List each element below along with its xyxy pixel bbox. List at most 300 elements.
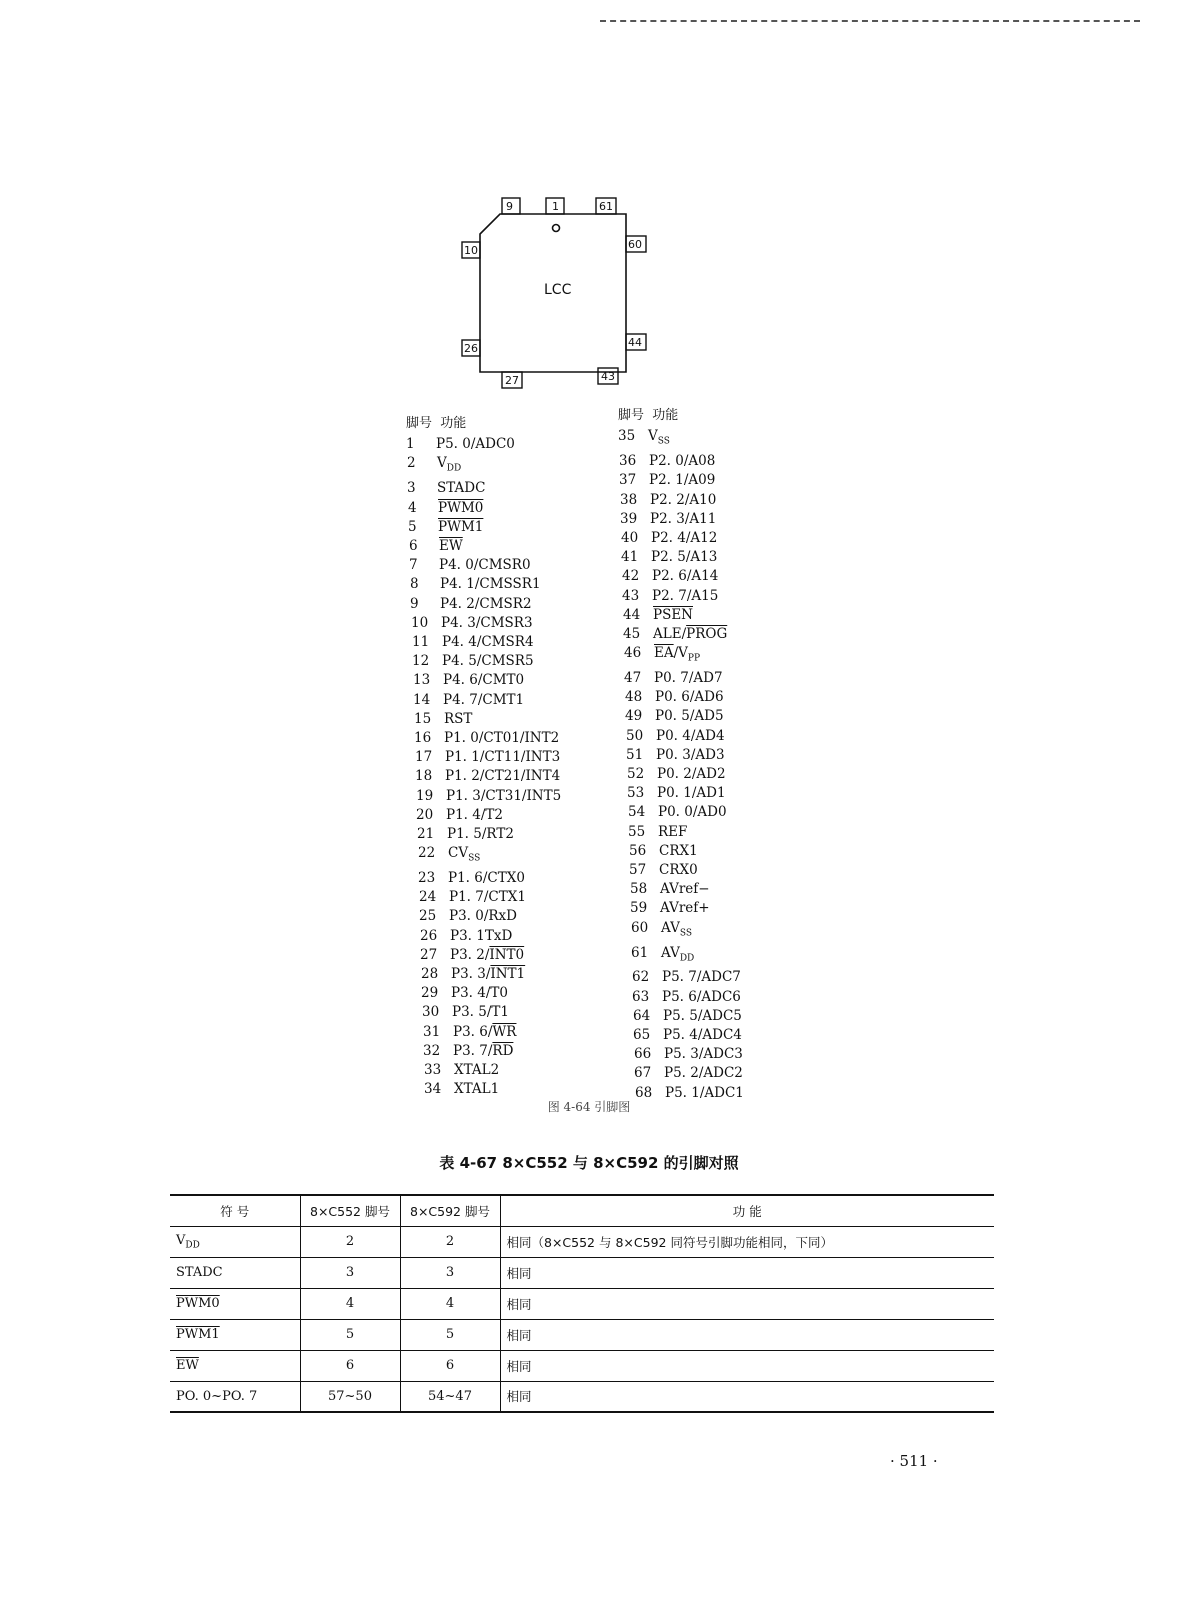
pin-function-text: P4. 3/CMSR3 — [441, 614, 533, 631]
pin-row — [618, 823, 744, 842]
cell-c552: 6 — [300, 1350, 400, 1381]
pin-function-text: P2. 4/A12 — [651, 529, 718, 546]
pin-function — [448, 869, 525, 888]
table-row — [170, 1257, 994, 1288]
pin-row — [406, 1023, 561, 1042]
pin-number: 61 — [631, 944, 649, 961]
pin-function — [653, 625, 727, 644]
pin-function-text: P0. 1/AD1 — [657, 785, 726, 802]
pin-function-text: RST — [444, 710, 473, 727]
pin-number: 33 — [424, 1062, 442, 1079]
pin-number: 12 — [412, 653, 430, 670]
pin-function-tail: /V — [673, 645, 688, 662]
pin-function — [450, 927, 512, 946]
pin-number: 9 — [410, 595, 419, 612]
pin-function-text: PWM1 — [438, 518, 484, 535]
cell-function: 相同 — [500, 1288, 994, 1319]
pin-function — [442, 633, 534, 652]
pin-row — [618, 919, 744, 944]
pin-row — [618, 746, 744, 765]
pin-row — [406, 927, 561, 946]
pin-row — [406, 671, 561, 690]
pin-top-9 — [502, 198, 520, 214]
pin-function — [660, 880, 710, 899]
svg-text:10: 10 — [464, 244, 478, 257]
pin-function-text: P3. 0/RxD — [449, 908, 517, 925]
svg-text:9: 9 — [506, 200, 513, 213]
pin-function — [651, 548, 717, 567]
svg-text:61: 61 — [599, 200, 613, 213]
pin-number: 2 — [407, 455, 416, 472]
pin-row — [406, 595, 561, 614]
cell-c552: 57~50 — [300, 1381, 400, 1412]
header-function: 功 能 — [500, 1195, 994, 1226]
pin-function — [657, 765, 726, 784]
pin-row — [406, 984, 561, 1003]
cell-symbol — [170, 1257, 300, 1288]
pin-function-text: P0. 2/AD2 — [657, 766, 726, 783]
table-title: 表 4-67 8×C552 与 8×C592 的引脚对照 — [439, 1154, 739, 1172]
symbol-text: PWM1 — [176, 1327, 220, 1342]
svg-text:43: 43 — [601, 370, 615, 383]
pin-number: 65 — [633, 1027, 651, 1044]
cell-function: 相同 — [500, 1350, 994, 1381]
pin-function-text: P4. 2/CMSR2 — [440, 595, 532, 612]
pin-function-text: P1. 4/T2 — [446, 806, 503, 823]
pin-function — [438, 499, 483, 518]
pin-function-text: P1. 7/CTX1 — [449, 889, 526, 906]
pin-number: 15 — [414, 710, 432, 727]
pin-function-text: V — [437, 455, 447, 472]
pin-row — [618, 727, 744, 746]
pin-function — [443, 671, 524, 690]
pin1-marker — [553, 225, 560, 232]
pin-row — [406, 787, 561, 806]
pin-number: 43 — [622, 587, 640, 604]
pin-function-text: P4. 1/CMSSR1 — [440, 576, 541, 593]
pin-number: 24 — [419, 889, 437, 906]
pin-function-text: P1. 1/CT11/INT3 — [445, 749, 561, 766]
pin-number: 23 — [418, 870, 436, 887]
pin-row — [406, 652, 561, 671]
pin-function — [443, 691, 524, 710]
pin-function — [449, 907, 517, 926]
cell-c592: 2 — [400, 1226, 500, 1257]
pin-number: 40 — [621, 529, 639, 546]
cell-symbol — [170, 1226, 300, 1257]
pin-function-text: XTAL2 — [454, 1062, 500, 1079]
pin-number: 50 — [626, 727, 644, 744]
pin-row — [406, 556, 561, 575]
pin-function — [663, 1026, 742, 1045]
cell-c552: 3 — [300, 1257, 400, 1288]
pin-function — [445, 748, 560, 767]
pin-function-text: P5. 4/ADC4 — [663, 1027, 742, 1044]
pin-row — [618, 644, 744, 669]
pin-number: 21 — [417, 825, 435, 842]
pin-function-text: P5. 6/ADC6 — [662, 988, 741, 1005]
pin-function-text: P2. 5/A13 — [651, 549, 718, 566]
pin-function-text: AV — [661, 944, 680, 961]
pin-function — [437, 454, 461, 479]
cell-c552: 2 — [300, 1226, 400, 1257]
pin-bottom-43 — [598, 368, 618, 384]
pin-function-text: P0. 7/AD7 — [654, 670, 723, 687]
pin-number: 4 — [408, 499, 417, 516]
pin-number: 20 — [416, 806, 434, 823]
cell-symbol — [170, 1319, 300, 1350]
pin-row — [406, 888, 561, 907]
pin-function-overline: $\overline{RD}$ — [492, 1042, 514, 1059]
pin-number: 26 — [420, 927, 438, 944]
pin-row — [618, 510, 744, 529]
cell-function: 相同 — [500, 1381, 994, 1412]
pin-function — [452, 1003, 509, 1022]
pin-number: 18 — [415, 768, 433, 785]
pin-row — [406, 946, 561, 965]
pin-function-text: AV — [661, 919, 680, 936]
pin-number: 17 — [415, 749, 433, 766]
pin-function — [655, 688, 724, 707]
pin-row — [618, 988, 744, 1007]
pin-function-text: P5. 1/ADC1 — [665, 1084, 744, 1101]
pin-function — [442, 652, 534, 671]
pin-number: 59 — [630, 900, 648, 917]
pin-function-text: STADC — [437, 480, 486, 497]
pinout-right-column — [618, 406, 744, 1103]
pin-left-10 — [462, 242, 480, 258]
pin-function — [656, 727, 725, 746]
pin-function — [436, 435, 515, 454]
pin-function — [655, 707, 724, 726]
pin-function — [663, 1007, 742, 1026]
lcc-chip-diagram — [460, 196, 690, 402]
pin-function-text: P4. 4/CMSR4 — [442, 633, 534, 650]
pin-row — [406, 633, 561, 652]
pin-function — [664, 1045, 743, 1064]
pin-number: 67 — [634, 1065, 652, 1082]
svg-text:60: 60 — [628, 238, 642, 251]
pin-row — [618, 861, 744, 880]
cell-c592: 5 — [400, 1319, 500, 1350]
pin-function-text: P2. 3/A11 — [650, 510, 717, 527]
pin-function — [661, 944, 694, 969]
pin-function-subscript: PP — [687, 653, 701, 664]
pin-function — [445, 767, 560, 786]
symbol-text: PWM0 — [176, 1296, 220, 1311]
svg-text:26: 26 — [464, 342, 478, 355]
pin-row — [406, 806, 561, 825]
pin-row — [406, 454, 561, 479]
pin-function — [651, 529, 717, 548]
pin-top-1 — [546, 198, 564, 214]
pinout-left-header: 脚号 功能 — [406, 416, 467, 431]
pin-row — [618, 587, 744, 606]
pin-function — [444, 729, 559, 748]
pin-function — [438, 518, 483, 537]
pin-function-text: P4. 7/CMT1 — [443, 691, 525, 708]
pin-function-text: P2. 0/A08 — [649, 453, 716, 470]
pin-function-text: P5. 3/ADC3 — [664, 1046, 743, 1063]
pin-row — [406, 435, 561, 454]
header-rule — [600, 20, 1140, 22]
pin-function — [453, 1042, 513, 1061]
header-symbol: 符 号 — [170, 1195, 300, 1226]
pin-row — [406, 479, 561, 498]
pin-function — [662, 968, 741, 987]
table-row — [170, 1381, 994, 1412]
pin-row — [406, 767, 561, 786]
pin-row — [406, 825, 561, 844]
pin-function-overline: PROG — [686, 625, 728, 642]
pin-row — [406, 518, 561, 537]
pin-row — [618, 548, 744, 567]
pin-function-text: P3. 2/ — [450, 946, 490, 963]
pin-function-text: P1. 5/RT2 — [447, 825, 514, 842]
pin-number: 60 — [631, 919, 649, 936]
pin-number: 68 — [635, 1084, 653, 1101]
pin-function — [448, 844, 480, 869]
pin-function — [440, 575, 541, 594]
pin-number: 41 — [621, 549, 639, 566]
pin-comparison-table — [170, 1194, 994, 1413]
cell-c552: 5 — [300, 1319, 400, 1350]
pin-function — [658, 823, 687, 842]
pin-row — [406, 729, 561, 748]
pin-function-text: PSEN — [653, 606, 693, 623]
page-number: · 511 · — [890, 1452, 938, 1470]
pin-function-text: P3. 5/T1 — [452, 1004, 509, 1021]
pin-row — [618, 842, 744, 861]
pin-row — [406, 844, 561, 869]
pin-row — [618, 1007, 744, 1026]
pin-function — [662, 988, 741, 1007]
pin-row — [406, 614, 561, 633]
pin-row — [618, 452, 744, 471]
pin-function — [656, 746, 725, 765]
pin-function-text: P2. 1/A09 — [649, 472, 716, 489]
pin-number: 6 — [409, 537, 418, 554]
pin-function-text: P1. 3/CT31/INT5 — [446, 787, 562, 804]
pin-row — [618, 427, 744, 452]
pin-number: 37 — [619, 472, 637, 489]
pin-function — [454, 1061, 499, 1080]
pin-function-text: $\overline{EA}$ — [654, 645, 674, 662]
pin-number: 28 — [421, 966, 439, 983]
pin-function-text: CRX1 — [659, 842, 698, 859]
pin-row — [618, 669, 744, 688]
pin-number: 16 — [414, 729, 432, 746]
pin-row — [618, 765, 744, 784]
symbol-text: V — [176, 1232, 186, 1248]
pin-number: 54 — [628, 804, 646, 821]
header-c552: 8×C552 脚号 — [300, 1195, 400, 1226]
pin-function-text: PWM0 — [438, 499, 484, 516]
pin-function-text: P4. 5/CMSR5 — [442, 653, 534, 670]
pinout-right-header: 脚号 功能 — [618, 408, 679, 423]
chip-label: LCC — [544, 282, 572, 298]
table-row — [170, 1319, 994, 1350]
pin-number: 64 — [633, 1007, 651, 1024]
pin-function — [449, 888, 526, 907]
pin-function-subscript: SS — [468, 853, 481, 864]
pin-function-text: CV — [448, 845, 469, 862]
pin-number: 30 — [422, 1004, 440, 1021]
pin-number: 14 — [413, 691, 431, 708]
pin-row — [406, 537, 561, 556]
pin-function-text: XTAL1 — [454, 1081, 500, 1098]
pin-number: 42 — [622, 568, 640, 585]
pin-function-overline: INT1 — [490, 966, 526, 983]
pin-function-text: P0. 0/AD0 — [658, 804, 727, 821]
figure-caption: 图 4-64 引脚图 — [547, 1100, 631, 1114]
pin-function-text: P2. 6/A14 — [652, 568, 719, 585]
pin-row — [618, 471, 744, 490]
pin-right-60 — [626, 236, 646, 252]
cell-c552: 4 — [300, 1288, 400, 1319]
cell-c592: 4 — [400, 1288, 500, 1319]
pin-function — [439, 537, 463, 556]
pinout-left-column — [406, 414, 561, 1099]
symbol-text: PO. 0~PO. 7 — [176, 1388, 258, 1404]
pin-function-text: P1. 6/CTX0 — [448, 870, 525, 887]
pin-row — [618, 899, 744, 918]
pin-row — [618, 784, 744, 803]
pin-top-61 — [596, 198, 616, 214]
pin-number: 1 — [406, 436, 415, 453]
table-row — [170, 1350, 994, 1381]
table-row — [170, 1226, 994, 1257]
pin-row — [618, 1045, 744, 1064]
pin-row — [618, 880, 744, 899]
pin-number: 55 — [628, 823, 646, 840]
pin-number: 7 — [409, 557, 418, 574]
pin-function-text: P3. 3/ — [451, 966, 491, 983]
pin-row — [406, 499, 561, 518]
pin-number: 10 — [411, 614, 429, 631]
pin-function — [657, 784, 726, 803]
cell-function: 相同 — [500, 1257, 994, 1288]
pin-function — [648, 427, 670, 452]
pin-function-text: ALE/ — [653, 625, 687, 642]
pin-function-text: P0. 6/AD6 — [655, 689, 724, 706]
pin-function — [650, 491, 716, 510]
pin-function-text: P2. 7/A15 — [652, 587, 719, 604]
pin-function-text: P5. 7/ADC7 — [662, 969, 741, 986]
pin-function-text: P5. 0/ADC0 — [436, 436, 515, 453]
pin-function-text: P5. 5/ADC5 — [663, 1007, 742, 1024]
pin-number: 39 — [620, 510, 638, 527]
pin-function-text: P3. 6/ — [453, 1023, 493, 1040]
pin-number: 31 — [423, 1023, 441, 1040]
pin-row — [406, 965, 561, 984]
pin-number: 52 — [627, 766, 645, 783]
pin-row — [618, 944, 744, 969]
pin-number: 58 — [630, 881, 648, 898]
pin-number: 38 — [620, 491, 638, 508]
pin-function — [664, 1064, 743, 1083]
pin-function-text: P4. 0/CMSR0 — [439, 557, 531, 574]
pin-number: 3 — [407, 480, 416, 497]
pin-row — [406, 1042, 561, 1061]
pin-bottom-27 — [502, 372, 522, 388]
pin-function-text: AVref+ — [660, 900, 710, 917]
pin-number: 25 — [419, 908, 437, 925]
pin-number: 27 — [420, 946, 438, 963]
pin-function — [650, 510, 716, 529]
pin-function-subscript: SS — [679, 928, 693, 939]
pin-number: 29 — [421, 985, 439, 1002]
pin-function-text: P4. 6/CMT0 — [443, 672, 525, 689]
pin-number: 45 — [623, 625, 641, 642]
pin-function-text: P0. 3/AD3 — [656, 746, 725, 763]
pin-row — [406, 869, 561, 888]
cell-function: 相同（8×C552 与 8×C592 同符号引脚功能相同，下同） — [500, 1226, 994, 1257]
pin-row — [618, 1064, 744, 1083]
pin-row — [406, 907, 561, 926]
pin-function — [453, 1023, 516, 1042]
pin-function — [441, 614, 533, 633]
cell-symbol — [170, 1350, 300, 1381]
pin-function-overline: INT0 — [489, 946, 525, 963]
pin-function — [652, 567, 718, 586]
pin-function — [447, 825, 514, 844]
pin-function-text: P1. 0/CT01/INT2 — [444, 729, 560, 746]
pin-function — [661, 919, 692, 944]
svg-text:1: 1 — [552, 200, 559, 213]
pin-function-text: P3. 7/ — [453, 1042, 493, 1059]
cell-c592: 3 — [400, 1257, 500, 1288]
pin-function — [446, 806, 503, 825]
pin-row — [406, 1061, 561, 1080]
pin-right-44 — [626, 334, 646, 350]
pin-row — [406, 575, 561, 594]
pin-row — [618, 606, 744, 625]
pin-function-subscript: DD — [679, 953, 695, 964]
pin-number: 49 — [625, 708, 643, 725]
pin-number: 57 — [629, 862, 647, 879]
pin-function — [451, 984, 508, 1003]
pin-function-text: $\overline{EW}$ — [439, 537, 463, 554]
pin-function — [658, 803, 727, 822]
pin-row — [618, 567, 744, 586]
pin-row — [618, 625, 744, 644]
pin-function — [444, 710, 472, 729]
cell-function: 相同 — [500, 1319, 994, 1350]
pin-row — [406, 748, 561, 767]
pin-number: 56 — [629, 842, 647, 859]
cell-c592: 6 — [400, 1350, 500, 1381]
pin-row — [618, 707, 744, 726]
svg-text:44: 44 — [628, 336, 642, 349]
pin-function-subscript: SS — [657, 436, 670, 447]
pin-function — [660, 899, 710, 918]
pin-left-26 — [462, 340, 480, 356]
pin-number: 35 — [618, 428, 636, 445]
pin-row — [406, 1003, 561, 1022]
svg-text:27: 27 — [505, 374, 519, 387]
pin-number: 36 — [619, 453, 637, 470]
pin-number: 8 — [410, 576, 419, 593]
pin-number: 22 — [418, 845, 436, 862]
pin-function-text: P3. 1TxD — [450, 927, 513, 944]
pin-row — [618, 803, 744, 822]
pin-function — [440, 595, 532, 614]
pin-function-text: P1. 2/CT21/INT4 — [445, 768, 561, 785]
pin-number: 34 — [424, 1081, 442, 1098]
pin-function — [649, 471, 715, 490]
pin-function-text: P0. 4/AD4 — [656, 727, 725, 744]
